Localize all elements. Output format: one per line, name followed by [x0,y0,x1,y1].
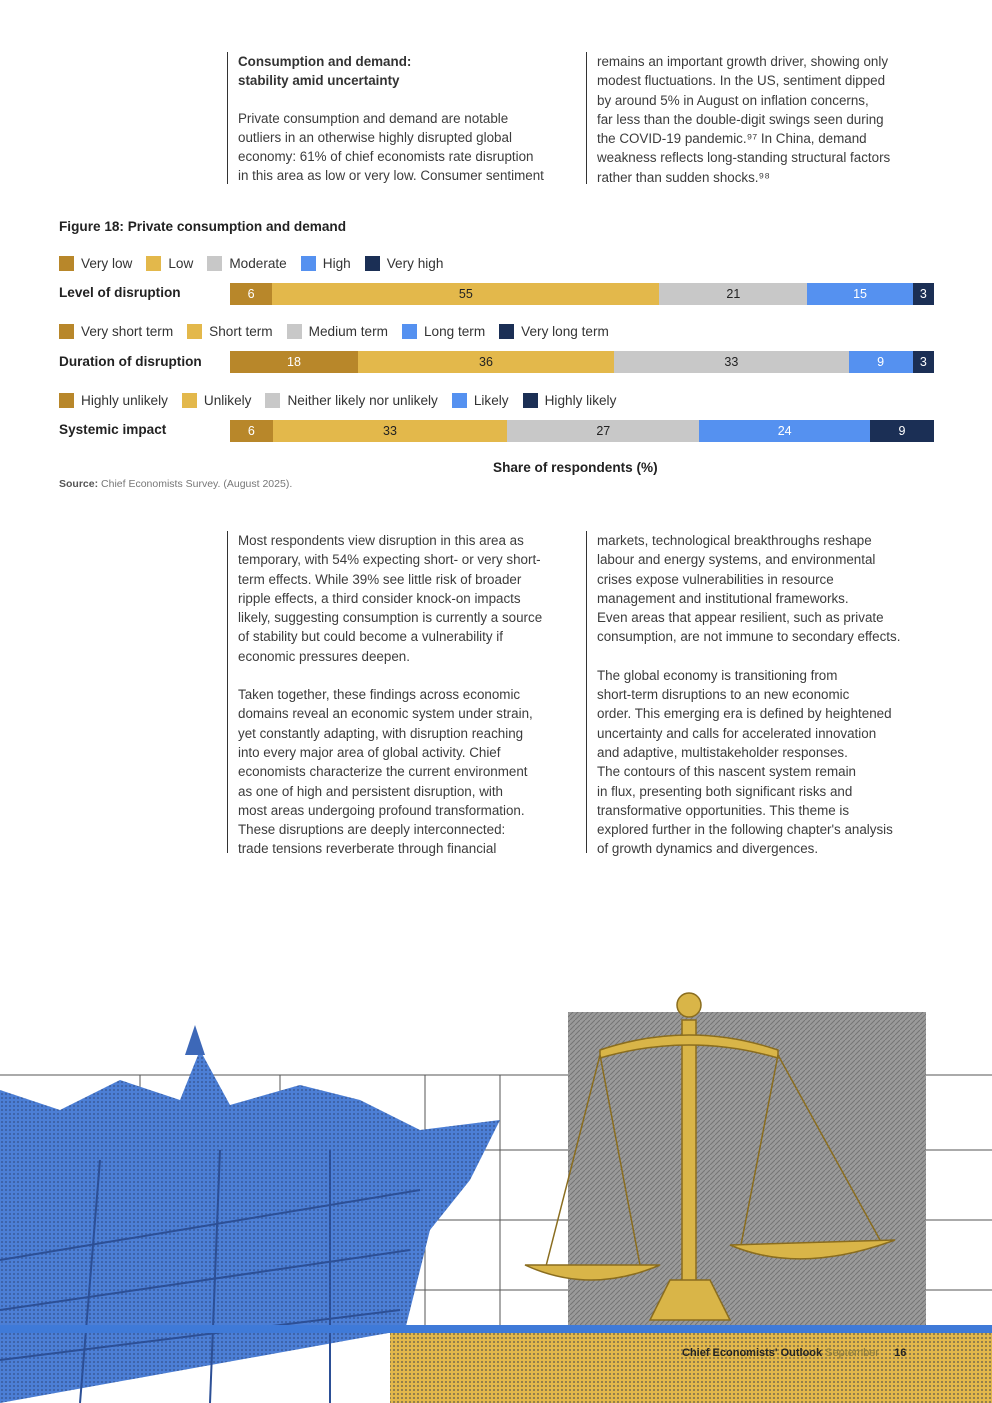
bar-value-label: 24 [777,424,792,438]
legend-swatch [301,256,316,271]
legend-item-very-low [59,256,132,271]
legend-label: High [322,256,351,271]
legend-label: Very low [81,256,133,271]
legend-item-short-term [187,324,272,339]
bar-value-label: 9 [898,424,906,438]
bar-segment-very-low [230,283,272,305]
decorative-illustration [0,980,992,1403]
chart-legend-2 [59,393,630,408]
source-label: Source: [59,478,99,490]
body-right-paragraph-1: markets, technological breakthroughs reshape labour and energy systems, and environmental crises expose vulnerabilities in resource management and institutional frameworks. Even areas that appear resilient, such as private consumption, are not immune to secondary effects. [597,533,901,645]
bar-segment-highly-unlikely [230,420,273,442]
bar-segment-medium-term [614,351,849,373]
legend-label: Likely [473,393,509,408]
bar-segment-highly-likely [870,420,934,442]
legend-item-very-short-term [59,324,173,339]
body-left-column [227,531,583,857]
legend-swatch [452,393,467,408]
legend-item-high [301,256,351,271]
bar-value-label: 6 [247,287,255,301]
legend-swatch [207,256,222,271]
bar-segment-long-term [849,351,913,373]
legend-label: Highly likely [544,393,617,408]
legend-item-long-term [402,324,485,339]
body-left-paragraph-2: Taken together, these findings across economic domains reveal an economic system under strain, yet constantly adapting, with disruption reaching into every major area of global activity. Chief economists characterize the current environment as one of high and persistent disruption, with most areas undergoing profound transformation. These disruptions are deeply interconnected: trade tensions reverberate through financial [238,687,533,857]
legend-item-very-high [365,256,444,271]
bar-segment-high [807,283,913,305]
x-axis-title: Share of respondents (%) [493,460,658,475]
legend-label: Very long term [521,324,609,339]
body-right-column [586,531,942,857]
legend-swatch [287,324,302,339]
bar-value-label: 3 [919,287,927,301]
legend-swatch [523,393,538,408]
legend-label: Highly unlikely [81,393,168,408]
legend-label: Short term [209,324,273,339]
body-left-paragraph-1: Most respondents view disruption in this area as temporary, with 54% expecting short- or very short- term effects. While 39% see little risk of broader ripple effects, a third consider knock-on impacts likely, suggesting consumption is currently a source of stability but could become a vulnerability if economic pressures deepen. [238,533,543,664]
bar-value-label: 27 [596,424,611,438]
bar-value-label: 3 [919,355,927,369]
footer-title: Chief Economists' Outlook [682,1347,823,1359]
legend-label: Very high [386,256,444,271]
bar-value-label: 9 [877,355,885,369]
legend-swatch [187,324,202,339]
bar-segment-moderate [659,283,807,305]
bar-segment-very-long-term [913,351,934,373]
bar-segment-neither-likely-nor-unlikely [507,420,699,442]
bar-segment-short-term [358,351,614,373]
legend-label: Moderate [229,256,287,271]
intro-right-text: remains an important growth driver, showing only modest fluctuations. In the US, sentiment dipped by around 5% in August on inflation concerns, far less than the double-digit swings seen during the COVID-19 pandemic.⁹⁷ In China, demand weakness reflects long-standing structural factors rather than sudden shocks.⁹⁸ [597,54,891,185]
bar-segment-unlikely [273,420,508,442]
legend-swatch [365,256,380,271]
bar-value-label: 6 [247,424,255,438]
legend-swatch [59,256,74,271]
legend-swatch [182,393,197,408]
legend-item-highly-unlikely [59,393,168,408]
chart-legend-1 [59,324,623,339]
page-number: 16 [894,1347,907,1359]
stacked-bar-systemic-impact [230,420,934,442]
bar-value-label: 33 [724,355,739,369]
figure-source [59,478,292,490]
bar-value-label: 33 [383,424,397,438]
legend-item-very-long-term [499,324,609,339]
legend-swatch [59,393,74,408]
legend-swatch [265,393,280,408]
legend-label: Neither likely nor unlikely [287,393,438,408]
intro-right-column [586,52,942,184]
bar-value-label: 21 [726,287,741,301]
row-label-level-of-disruption: Level of disruption [59,285,181,300]
stacked-bar-level-of-disruption [230,283,934,305]
figure-title: Figure 18: Private consumption and demand [59,219,347,234]
legend-item-likely [452,393,509,408]
row-label-duration-of-disruption: Duration of disruption [59,354,202,369]
legend-label: Medium term [308,324,388,339]
row-label-systemic-impact: Systemic impact [59,422,167,437]
intro-left-text: Private consumption and demand are notable outliers in an otherwise highly disrupted global economy: 61% of chief economists rate disruption in this area as low or very low. Consumer sentiment [238,110,544,184]
legend-label: Low [168,256,194,271]
legend-item-low [146,256,193,271]
legend-item-neither-likely-nor-unlikely [265,393,437,408]
chart-legend-0 [59,256,457,271]
blue-stripe [0,1325,992,1333]
legend-item-medium-term [287,324,388,339]
legend-swatch [146,256,161,271]
bar-segment-likely [699,420,870,442]
bar-segment-low [272,283,659,305]
bar-value-label: 36 [479,355,493,369]
bar-segment-very-high [913,283,934,305]
legend-label: Very short term [81,324,174,339]
bar-value-label: 55 [458,287,473,301]
legend-swatch [402,324,417,339]
footer-edition: September [825,1347,880,1359]
legend-label: Unlikely [203,393,252,408]
legend-item-highly-likely [523,393,617,408]
bar-segment-very-short-term [230,351,358,373]
source-text: Chief Economists Survey. (August 2025). [101,478,293,490]
legend-label: Long term [423,324,486,339]
bar-value-label: 18 [287,355,301,369]
intro-left-column [227,52,583,184]
bar-value-label: 15 [853,287,867,301]
legend-swatch [59,324,74,339]
body-right-paragraph-2: The global economy is transitioning from short-term disruptions to an new economic order. This emerging era is defined by heightened uncertainty and calls for accelerated innovation and adaptive, multistakeholder responses. The contours of this nascent system remain in flux, presenting both significant risks and transformative opportunities. This theme is explored further in the following chapter's analysis of growth dynamics and divergences. [597,667,893,857]
legend-item-moderate [207,256,286,271]
stacked-bar-duration-of-disruption [230,351,934,373]
page-footer [682,1347,906,1359]
legend-swatch [499,324,514,339]
legend-item-unlikely [182,393,252,408]
section-heading: Consumption and demand: stability amid uncertainty [238,54,412,89]
